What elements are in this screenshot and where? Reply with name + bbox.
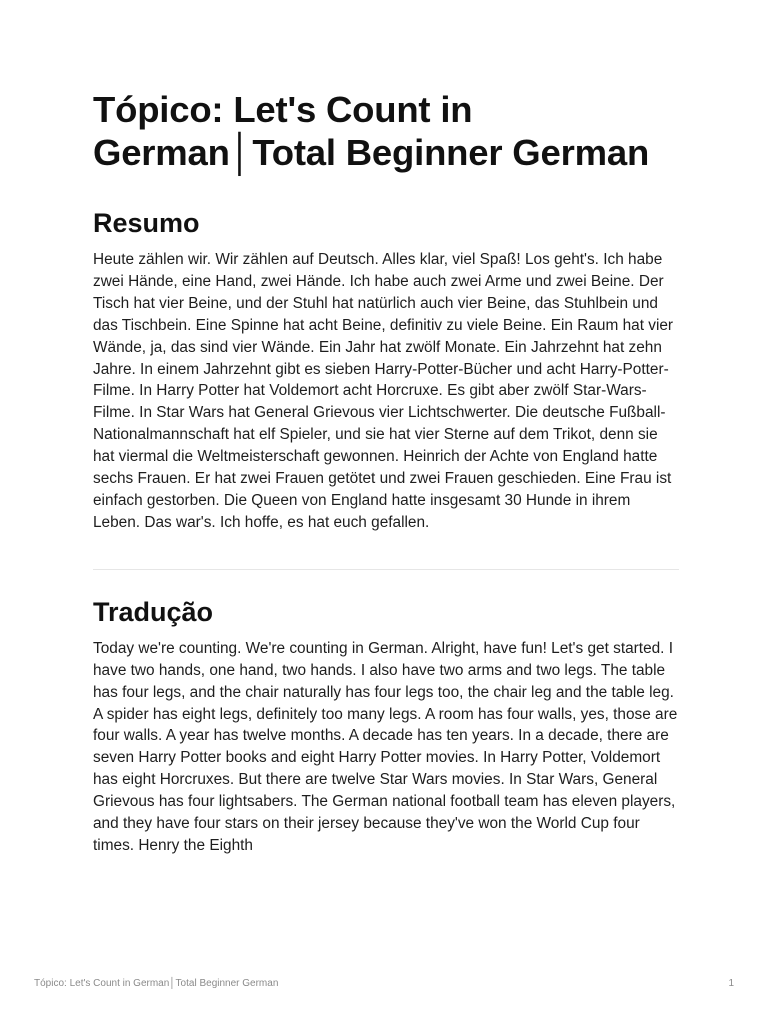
document-title: Tópico: Let's Count in German│Total Beginner German bbox=[93, 89, 650, 173]
translation-heading: Tradução bbox=[93, 596, 214, 627]
page-number: 1 bbox=[728, 978, 734, 989]
document-page bbox=[93, 88, 679, 857]
footer-title: Tópico: Let's Count in German│Total Beginner German bbox=[34, 978, 279, 989]
summary-text: Heute zählen wir. Wir zählen auf Deutsch. Alles klar, viel Spaß! Los geht's. Ich habe zwei Hände, eine Hand, zwei Hände. Ich habe auch zwei Arme und zwei Beine. Der Tisch hat vier Beine, und der Stuhl hat natürlich auch vier Beine, das Stuhlbein und das Tischbein. Eine Spinne hat acht Beine, definitiv zu viele Beine. Ein Raum hat vier Wände, ja, das sind vier Wände. Ein Jahr hat zwölf Monate. Ein Jahrzehnt hat zehn Jahre. In einem Jahrzehnt gibt es sieben Harry-Potter-Bücher und acht Harry-Potter-Filme. In Harry Potter hat Voldemort acht Horcruxe. Es gibt aber zwölf Star-Wars-Filme. In Star Wars hat General Grievous vier Lichtschwerter. Die deutsche Fußball-Nationalmannschaft hat elf Spieler, und sie hat vier Sterne auf dem Trikot, denn sie hat viermal die Weltmeisterschaft gewonnen. Heinrich der Achte von England hatte sechs Frauen. Er hat zwei Frauen getötet und zwei Frauen geschieden. Eine Frau ist einfach gestorben. Die Queen von England hatte insgesamt 30 Hunde in ihrem Leben. Das war's. Ich hoffe, es hat euch gefallen. bbox=[93, 251, 674, 531]
section-divider bbox=[93, 569, 679, 570]
translation-text: Today we're counting. We're counting in German. Alright, have fun! Let's get started. I have two hands, one hand, two hands. I also have two arms and two legs. The table has four legs, and the chair naturally has four legs too, the chair leg and the table leg. A spider has eight legs, definitely too many legs. A room has four walls, yes, those are four walls. A year has twelve months. A decade has ten years. In a decade, there are seven Harry Potter books and eight Harry Potter movies. In Harry Potter, Voldemort has eight Horcruxes. But there are twelve Star Wars movies. In Star Wars, General Grievous has four lightsabers. The German national football team has eleven players, and they have four stars on their jersey because they've won the World Cup four times. Henry the Eighth bbox=[93, 639, 678, 854]
summary-heading: Resumo bbox=[93, 208, 200, 238]
